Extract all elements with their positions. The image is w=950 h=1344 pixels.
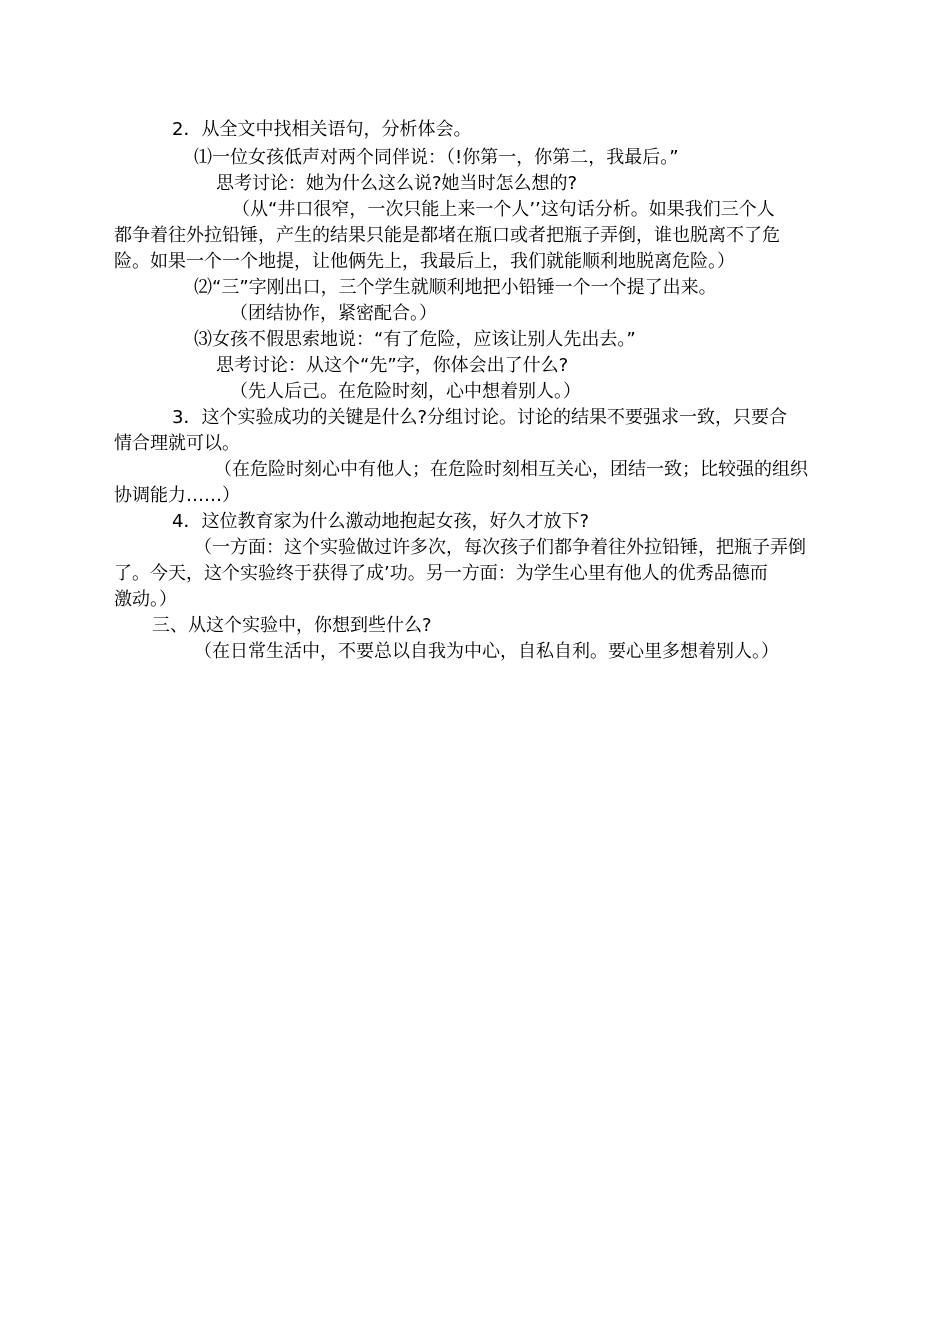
heading-2: 2．从全文中找相关语句，分析体会。 bbox=[172, 119, 472, 140]
discussion-question-3: 思考讨论：从这个“先”字，你体会出了什么? bbox=[216, 355, 569, 376]
answer-4-line-2: 了。今天，这个实验终于获得了成’功。另一方面：为学生心里有他人的优秀品德而 bbox=[114, 563, 768, 584]
answer-2: （团结协作，紧密配合。） bbox=[230, 303, 437, 324]
item-3-quote: ⑶女孩不假思索地说：“有了危险，应该让别人先出去。” bbox=[194, 329, 636, 350]
item-1-quote: ⑴一位女孩低声对两个同伴说：（!你第一，你第二，我最后。” bbox=[194, 147, 679, 168]
heading-3-line-2: 情合理就可以。 bbox=[114, 433, 240, 454]
discussion-question-1: 思考讨论：她为什么这么说?她当时怎么想的? bbox=[216, 173, 578, 194]
answer-3: （先人后己。在危险时刻，心中想着别人。） bbox=[230, 381, 581, 402]
answer-1-line-1: （从“井口很窄，一次只能上来一个人’’这句话分析。如果我们三个人 bbox=[232, 199, 775, 220]
item-2-quote: ⑵“三”字刚出口，三个学生就顺利地把小铅锤一个一个提了出来。 bbox=[194, 277, 717, 298]
answer-1-line-3: 险。如果一个一个地提，让他俩先上，我最后上，我们就能顺利地脱离危险。） bbox=[114, 251, 735, 272]
answer-heading-3-line-1: （在危险时刻心中有他人；在危险时刻相互关心，团结一致；比较强的组织 bbox=[214, 459, 808, 480]
section-3-heading: 三、从这个实验中，你想到些什么? bbox=[152, 615, 432, 636]
heading-4: 4．这位教育家为什么激动地抱起女孩，好久才放下? bbox=[172, 511, 590, 532]
answer-1-line-2: 都争着往外拉铅锤，产生的结果只能是都堵在瓶口或者把瓶子弄倒，谁也脱离不了危 bbox=[114, 225, 780, 246]
answer-heading-3-line-2: 协调能力……） bbox=[114, 485, 240, 506]
heading-3-line-1: 3．这个实验成功的关键是什么?分组讨论。讨论的结果不要强求一致，只要合 bbox=[172, 407, 788, 428]
section-3-answer: （在日常生活中，不要总以自我为中心，自私自利。要心里多想着别人。） bbox=[194, 641, 779, 662]
answer-4-line-1: （一方面：这个实验做过许多次，每次孩子们都争着往外拉铅锤，把瓶子弄倒 bbox=[194, 537, 806, 558]
answer-4-line-3: 激动。） bbox=[114, 589, 177, 610]
